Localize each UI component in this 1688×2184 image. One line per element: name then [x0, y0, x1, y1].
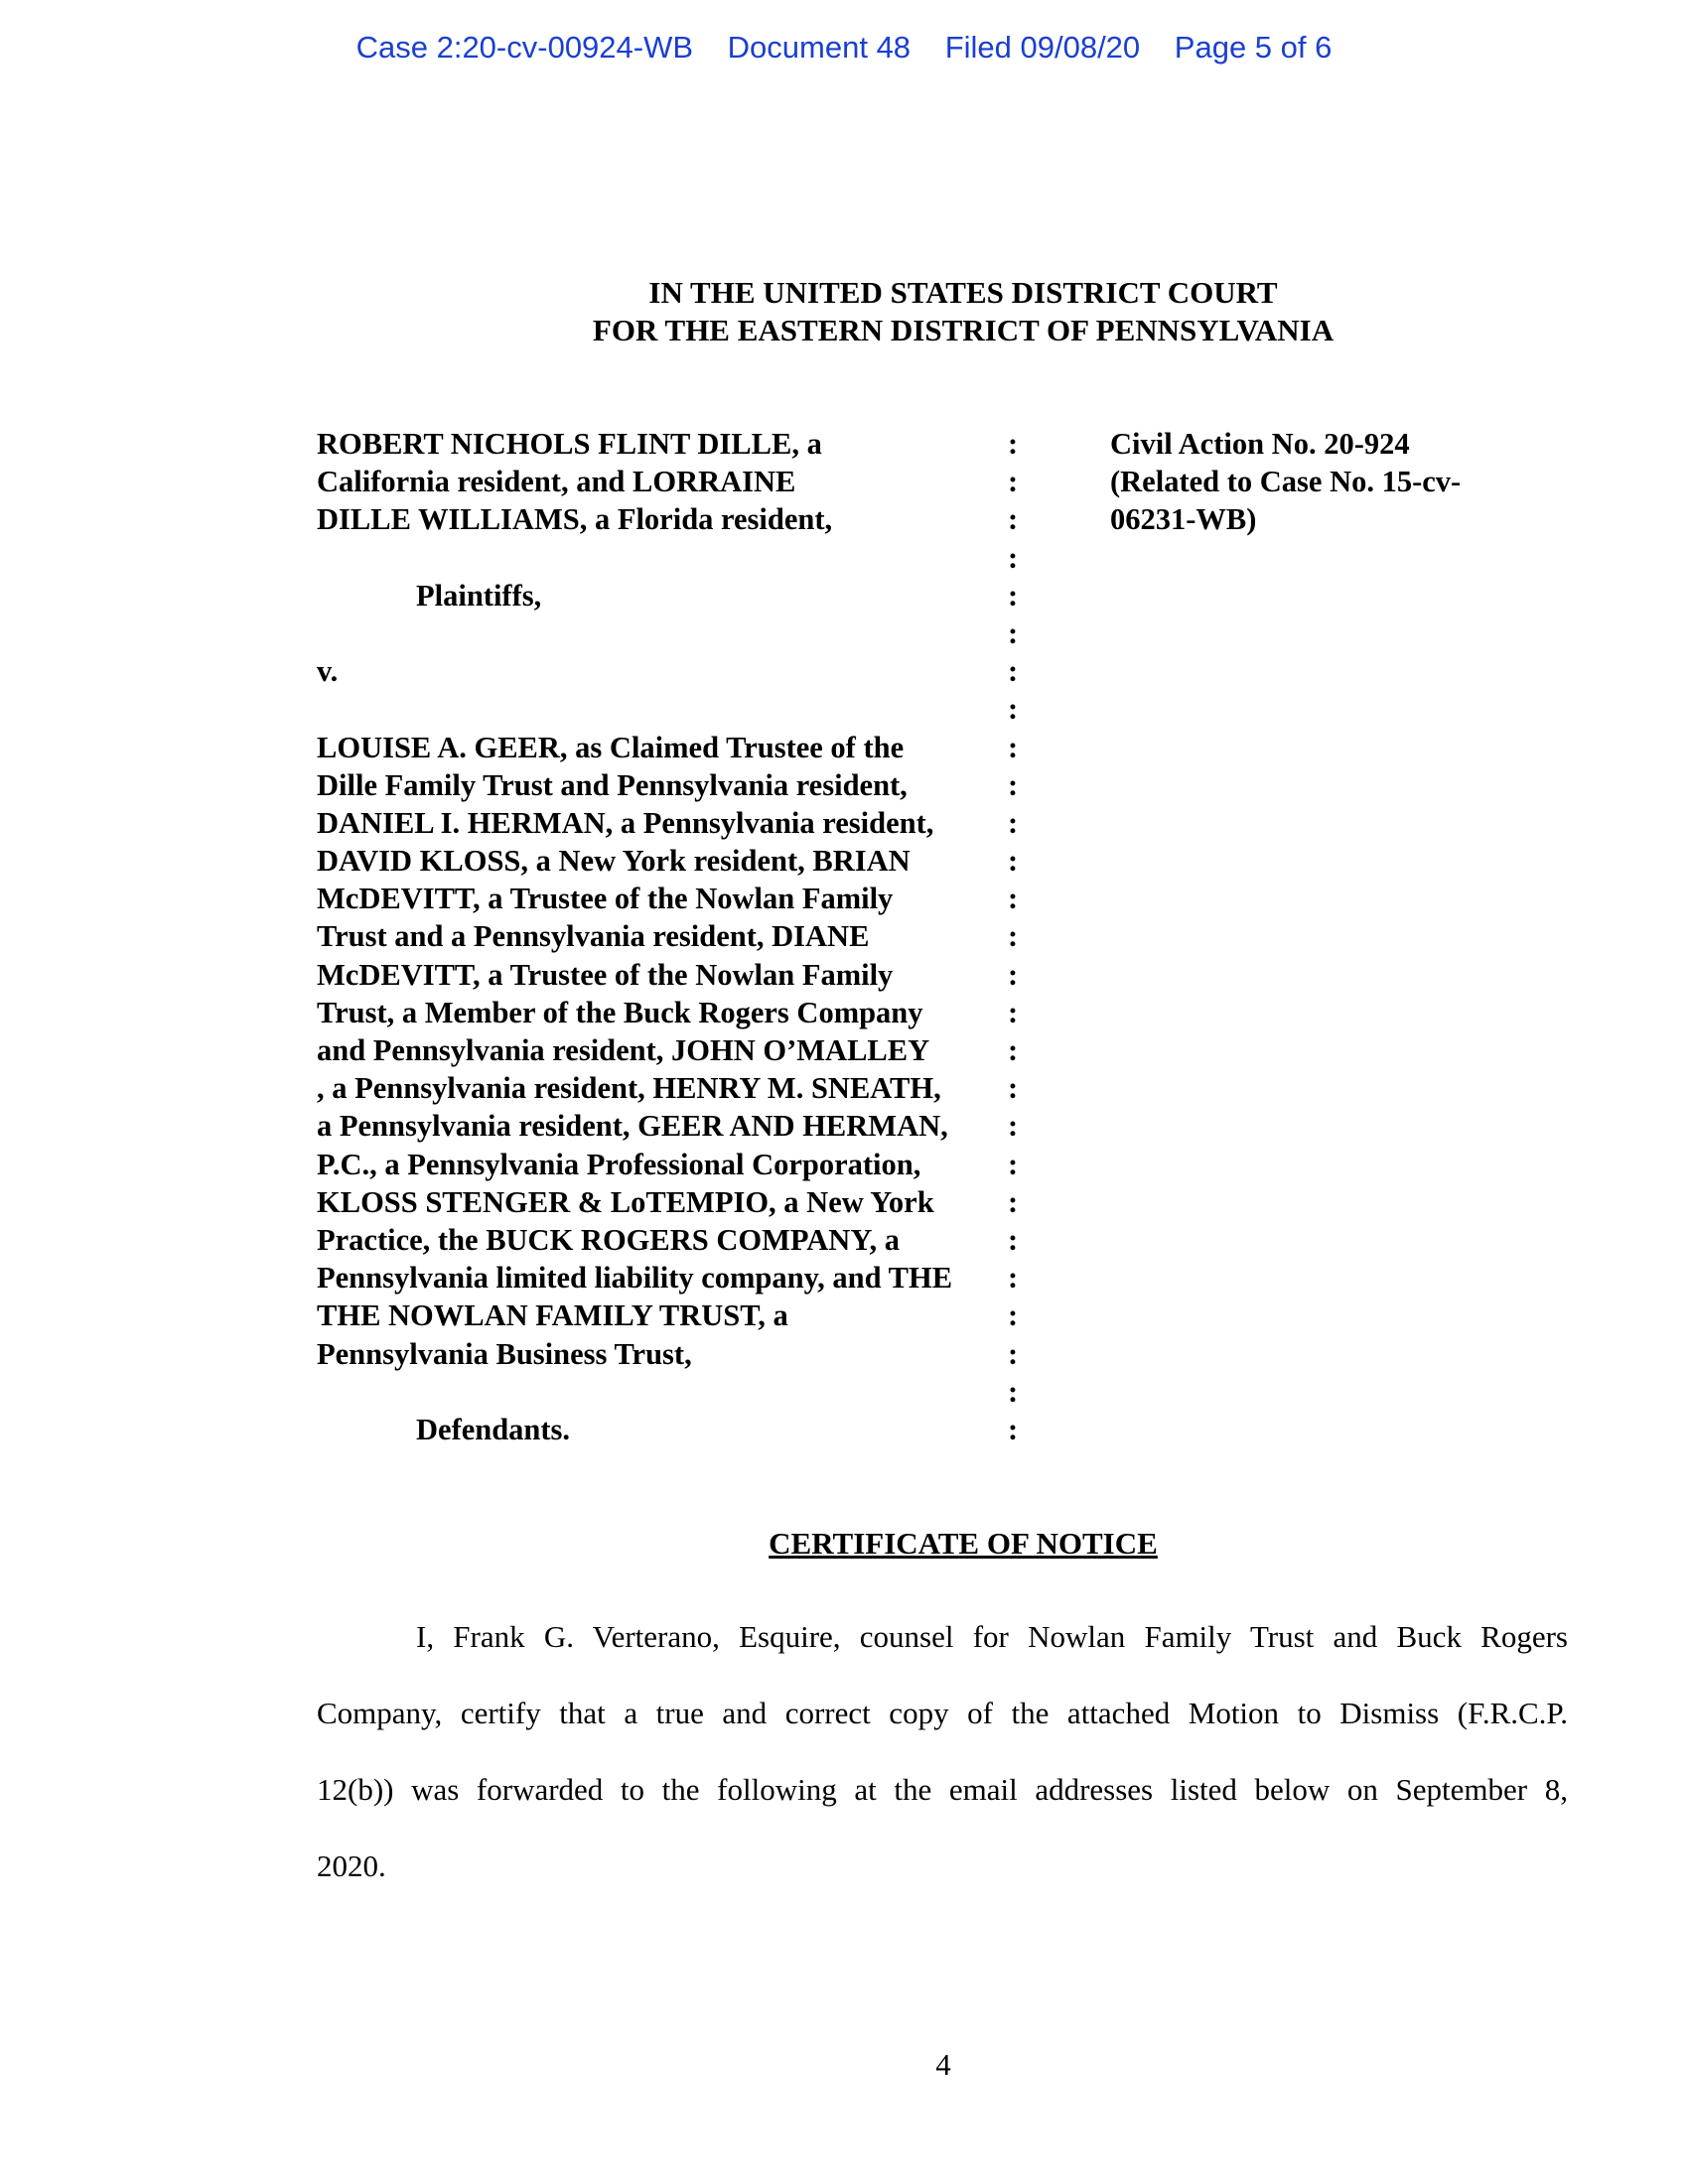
- court-name: IN THE UNITED STATES DISTRICT COURT: [648, 275, 1278, 310]
- court-district: FOR THE EASTERN DISTRICT OF PENNSYLVANIA: [592, 313, 1335, 347]
- caption-colon: :: [1008, 995, 1019, 1029]
- caption-colon: :: [1008, 615, 1019, 650]
- caption-colon-column: [1008, 425, 1028, 1448]
- certificate-title: [0, 1526, 1688, 1562]
- caption-line: Pennsylvania Business Trust,: [317, 1336, 692, 1371]
- plaintiffs-label: Plaintiffs,: [416, 578, 542, 613]
- caption-line: [317, 539, 1032, 577]
- caption-colon: :: [1008, 1071, 1019, 1106]
- case-caption-parties: [317, 425, 1032, 1448]
- caption-line: P.C., a Pennsylvania Professional Corporation,: [317, 1147, 921, 1181]
- caption-line: LOUISE A. GEER, as Claimed Trustee of the: [317, 730, 905, 764]
- defendants-label: Defendants.: [416, 1412, 571, 1446]
- caption-line: Dille Family Trust and Pennsylvania resident,: [317, 767, 908, 802]
- certificate-title-text: CERTIFICATE OF NOTICE: [769, 1526, 1158, 1561]
- caption-line: Pennsylvania limited liability company, and THE: [317, 1261, 953, 1296]
- civil-action-block: [1110, 425, 1527, 539]
- caption-colon: :: [1008, 882, 1019, 916]
- caption-line: a Pennsylvania resident, GEER AND HERMAN,: [317, 1109, 948, 1144]
- court-heading: [0, 274, 1688, 349]
- caption-line: DAVID KLOSS, a New York resident, BRIAN: [317, 844, 911, 879]
- caption-colon: :: [1008, 1033, 1019, 1067]
- caption-line: [317, 690, 1032, 728]
- filed-date: Filed 09/08/20: [944, 30, 1141, 65]
- certificate-body-line: I, Frank G. Verterano, Esquire, counsel for Nowlan Family Trust and Buck Rogers: [416, 1619, 1568, 1654]
- caption-colon: :: [1008, 1184, 1019, 1219]
- certificate-body: [317, 1598, 1568, 1904]
- caption-line: KLOSS STENGER & LoTEMPIO, a New York: [317, 1184, 934, 1219]
- page-number-text: 4: [935, 2047, 951, 2082]
- caption-line: [317, 614, 1032, 652]
- caption-colon: :: [1008, 1336, 1019, 1371]
- document-number: Document 48: [727, 30, 912, 65]
- caption-line: THE NOWLAN FAMILY TRUST, a: [317, 1298, 788, 1333]
- caption-colon: :: [1008, 427, 1019, 461]
- caption-colon: :: [1008, 654, 1019, 689]
- caption-colon: :: [1008, 730, 1019, 764]
- related-case-line: 06231-WB): [1110, 502, 1257, 537]
- caption-colon: :: [1008, 465, 1019, 499]
- caption-colon: :: [1008, 692, 1019, 727]
- caption-line: Practice, the BUCK ROGERS COMPANY, a: [317, 1222, 901, 1257]
- caption-colon: :: [1008, 767, 1019, 802]
- civil-action-number: Civil Action No. 20-924: [1110, 427, 1410, 461]
- certificate-body-line: Company, certify that a true and correct copy of the attached Motion to Dismiss (F.R.C.P.: [317, 1696, 1568, 1730]
- caption-colon: :: [1008, 805, 1019, 840]
- caption-line: , a Pennsylvania resident, HENRY M. SNEATH,: [317, 1071, 941, 1106]
- caption-colon: :: [1008, 1222, 1019, 1257]
- caption-colon: :: [1008, 919, 1019, 954]
- caption-line: and Pennsylvania resident, JOHN O’MALLEY: [317, 1033, 930, 1067]
- page-number: [0, 2047, 1688, 2083]
- caption-line: McDEVITT, a Trustee of the Nowlan Family: [317, 882, 894, 916]
- certificate-body-line: 12(b)) was forwarded to the following at the email addresses listed below on September 8,: [317, 1772, 1568, 1807]
- caption-colon: :: [1008, 1298, 1019, 1333]
- caption-colon: :: [1008, 957, 1019, 992]
- page-indicator: Page 5 of 6: [1174, 30, 1333, 65]
- caption-line: California resident, and LORRAINE: [317, 465, 796, 499]
- caption-colon: :: [1008, 1374, 1019, 1409]
- certificate-body-line: 2020.: [317, 1848, 386, 1883]
- caption-colon: :: [1008, 1109, 1019, 1144]
- related-case-line: (Related to Case No. 15-cv-: [1110, 465, 1462, 499]
- case-number: Case 2:20-cv-00924-WB: [355, 30, 694, 65]
- caption-line: [317, 1373, 1032, 1411]
- caption-line: Trust, a Member of the Buck Rogers Company: [317, 995, 923, 1029]
- caption-line: ROBERT NICHOLS FLINT DILLE, a: [317, 427, 822, 461]
- caption-colon: :: [1008, 844, 1019, 879]
- versus-label: v.: [317, 654, 339, 689]
- caption-line: DANIEL I. HERMAN, a Pennsylvania resident,: [317, 805, 934, 840]
- caption-line: DILLE WILLIAMS, a Florida resident,: [317, 502, 833, 537]
- caption-colon: :: [1008, 502, 1019, 537]
- caption-colon: :: [1008, 1261, 1019, 1296]
- caption-colon: :: [1008, 1412, 1019, 1446]
- ecf-filing-header: [0, 30, 1688, 66]
- caption-colon: :: [1008, 540, 1019, 575]
- caption-colon: :: [1008, 1147, 1019, 1181]
- caption-line: McDEVITT, a Trustee of the Nowlan Family: [317, 957, 894, 992]
- caption-colon: :: [1008, 578, 1019, 613]
- caption-line: Trust and a Pennsylvania resident, DIANE: [317, 919, 870, 954]
